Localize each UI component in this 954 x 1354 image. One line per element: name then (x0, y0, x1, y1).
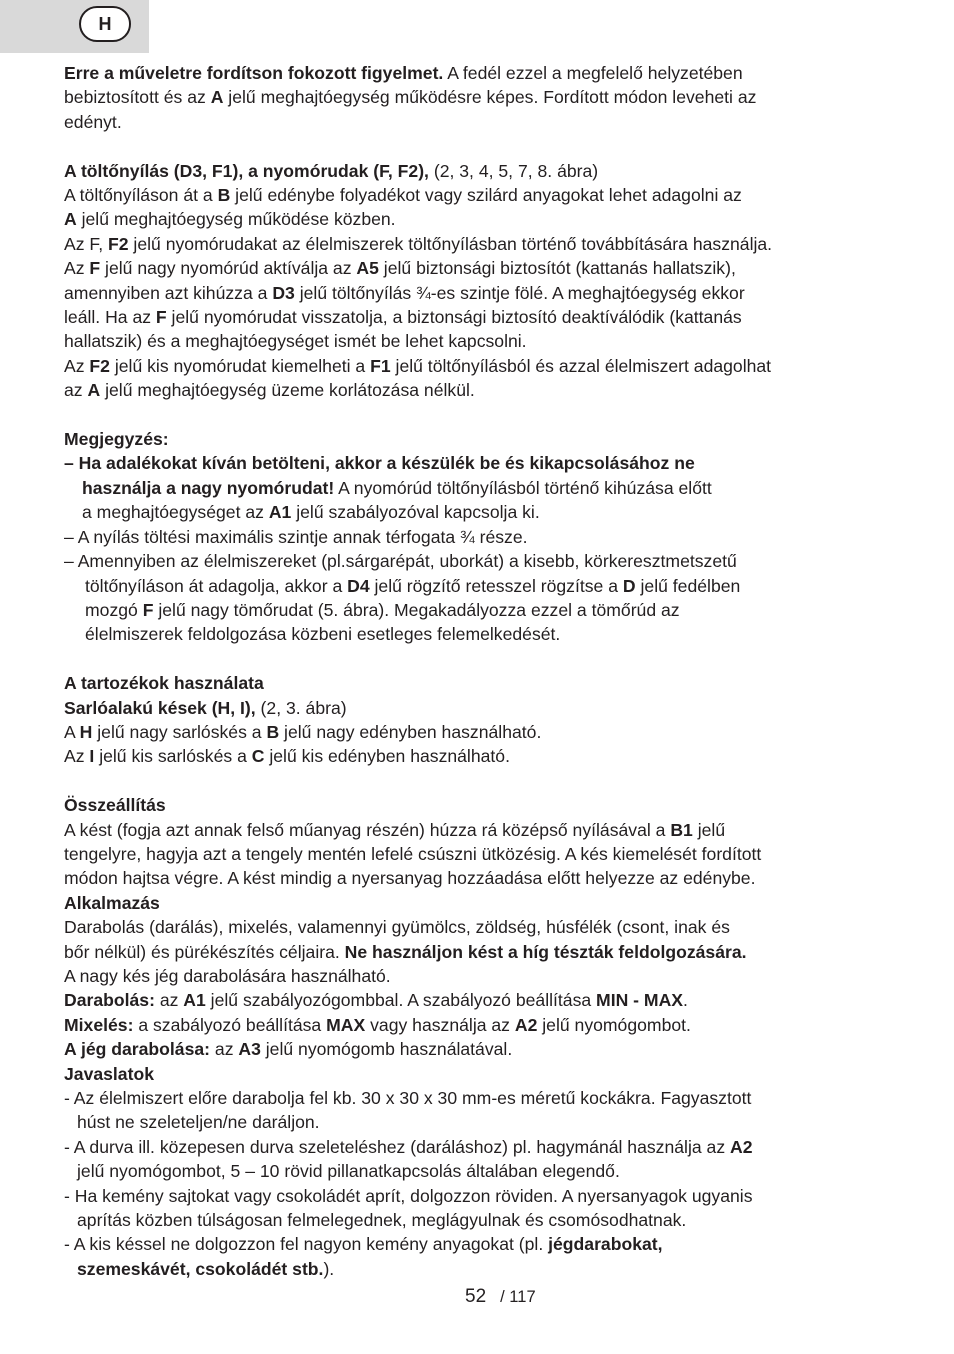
total-pages: / 117 (500, 1288, 536, 1306)
current-page: 52 (465, 1286, 487, 1307)
page-content (64, 61, 904, 1281)
section-heading: Megjegyzés: (64, 429, 169, 450)
language-badge: H (79, 6, 131, 42)
accessories-section: A tartozékok használata Sarlóalakú kések (H, I), (2, 3. ábra) A H jelű nagy sarlóskés a B jelű nagy edényben használható. Az I jelű kis sarlóskés a C jelű kis edényben használható. (64, 671, 904, 769)
section-heading: Összeállítás (64, 795, 166, 816)
subsection-heading: Alkalmazás (64, 892, 160, 913)
note-section: Megjegyzés: – Ha adalékokat kíván betölteni, akkor a készülék be és kikapcsolásához ne használja a nagy nyomórudat! A nyomórúd töltőnyílásból történő kihúzása előtt a meghajtóegységet az A1 jelű szabályozóval kapcsolja ki. – A nyílás töltési maximális szintje annak térfogata ¾ része. – Amennyiben az élelmiszereket (pl.sárgarépát, uborkát) a kisebb, körkeresztmetszetű töltőnyíláson át adagolja, akkor a D4 jelű rögzítő retesszel rögzítse a D jelű fedélben mozgó F jelű nagy tömőrudat (5. ábra). Megakadályozza ezzel a tömőrúd az élelmiszerek feldolgozása közbeni esetleges felemelkedését. (64, 427, 904, 647)
page-number (465, 1286, 536, 1308)
filling-section: A töltőnyílás (D3, F1), a nyomórudak (F, F2), (2, 3, 4, 5, 7, 8. ábra) A töltőnyíláson át a B jelű edénybe folyadékot vagy szilárd anyagokat lehet adagolni az A jelű meghajtóegység működése közben. Az F, F2 jelű nyomórudakat az élelmiszerek töltőnyílásban történő továbbítására használja. Az F jelű nagy nyomórúd aktíválja az A5 jelű biztonsági biztosítót (kattanás hallatszik), amennyiben azt kihúzza a D3 jelű töltőnyílás ¾-es szintje fölé. A meghajtóegység ekkor leáll. Ha az F jelű nyomórudat visszatolja, a biztonsági biztosító deaktíválódik (kattanás hallatszik) és a meghajtóegységet ismét be lehet kapcsolni. Az F2 jelű kis nyomórudat kiemelheti a F1 jelű töltőnyílásból és azzal élelmiszert adagolhat az A jelű meghajtóegység üzeme korlátozása nélkül. (64, 159, 904, 403)
assembly-section: Összeállítás A kést (fogja azt annak felső műanyag részén) húzza rá középső nyílásával a B1 jelű tengelyre, hagyja azt a tengely mentén lefelé csúszni ütközésig. A kés kiemelését fordított módon hajtsa végre. A kést mindig a nyersanyag hozzáadása előtt helyezze az edénybe. Alkalmazás Darabolás (darálás), mixelés, valamennyi gyümölcs, zöldség, húsfélék (csont, inak és bőr nélkül) és pürékészítés céljaira. Ne használjon kést a híg tészták feldolgozására. A nagy kés jég darabolására használható. Darabolás: az A1 jelű szabályozógombbal. A szabályozó beállítása MIN - MAX. Mixelés: a szabályozó beállítása MAX vagy használja az A2 jelű nyomógombot. A jég darabolása: az A3 jelű nyomógomb használatával. Javaslatok - Az élelmiszert előre darabolja fel kb. 30 x 30 x 30 mm-es méretű kockákra. Fagyasztott húst ne szeleteljen/ne daráljon. - A durva ill. közepesen durva szeleteléshez (daráláshoz) pl. hagymánál használja az A2 jelű nyomógombot, 5 – 10 rövid pillanatkapcsolás általában elegendő. - Ha kemény sajtokat vagy csokoládét aprít, dolgozzon röviden. A nyersanyagok ugyanis aprítás közben túlságosan felmelegednek, meglágyulnak és csomósodhatnak. - A kis késsel ne dolgozzon fel nagyon kemény anyagokat (pl. jégdarabokat, szemeskávét, csokoládét stb.). (64, 793, 904, 1281)
intro-paragraph: Erre a műveletre fordítson fokozott figyelmet. A fedél ezzel a megfelelő helyzetében bebiztosított és az A jelű meghajtóegység működésre képes. Fordított módon leveheti az edényt. (64, 63, 757, 132)
section-heading: A töltőnyílás (D3, F1), a nyomórudak (F, F2), (2, 3, 4, 5, 7, 8. ábra) (64, 160, 599, 181)
subsection-heading: Javaslatok (64, 1063, 154, 1084)
section-heading: A tartozékok használata (64, 673, 264, 694)
language-tab (0, 0, 149, 53)
